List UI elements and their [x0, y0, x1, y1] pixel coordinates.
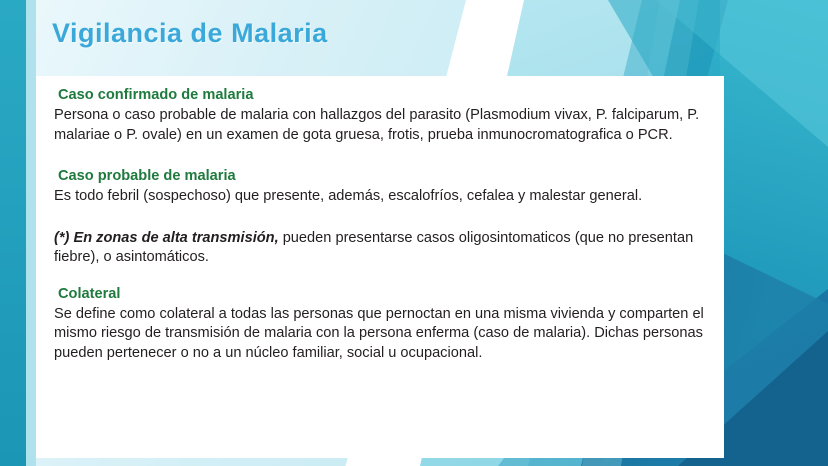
section-heading: Colateral [58, 285, 121, 302]
section-caso-confirmado [54, 86, 714, 145]
left-accent-band-secondary [26, 0, 36, 466]
slide-title: Vigilancia de Malaria [52, 18, 328, 48]
slide-content [54, 86, 714, 372]
section-colateral [54, 285, 714, 364]
section-spacer [54, 154, 714, 167]
section-caso-probable [54, 167, 714, 207]
section-note [54, 229, 714, 268]
section-heading: Caso probable de malaria [58, 168, 236, 184]
section-body: Se define como colateral a todas las personas que pernoctan en una misma vivienda y comparten el mismo riesgo de transmisión de malaria con la persona enferma (caso de malaria). Dichas personas pueden pertenecer o no a un núcleo familiar, social u ocupacional. [54, 305, 704, 361]
note-lead: (*) En zonas de alta transmisión, [54, 229, 279, 246]
section-heading: Caso confirmado de malaria [58, 87, 254, 103]
section-spacer [54, 216, 714, 229]
section-nota-alta-transmision [54, 229, 714, 268]
note-body: pueden presentarse casos oligosintomaticos (que no presentan fiebre), o asintomáticos. [54, 229, 694, 265]
left-accent-band [0, 0, 26, 466]
section-spacer [54, 277, 714, 285]
section-body: Es todo febril (sospechoso) que presente, además, escalofríos, cefalea y malestar general. [54, 188, 643, 204]
section-body: Persona o caso probable de malaria con hallazgos del parasito (Plasmodium vivax, P. falciparum, P. malariae o P. ovale) en un examen de gota gruesa, frotis, prueba inmunocromatografica o PCR. [54, 107, 700, 143]
